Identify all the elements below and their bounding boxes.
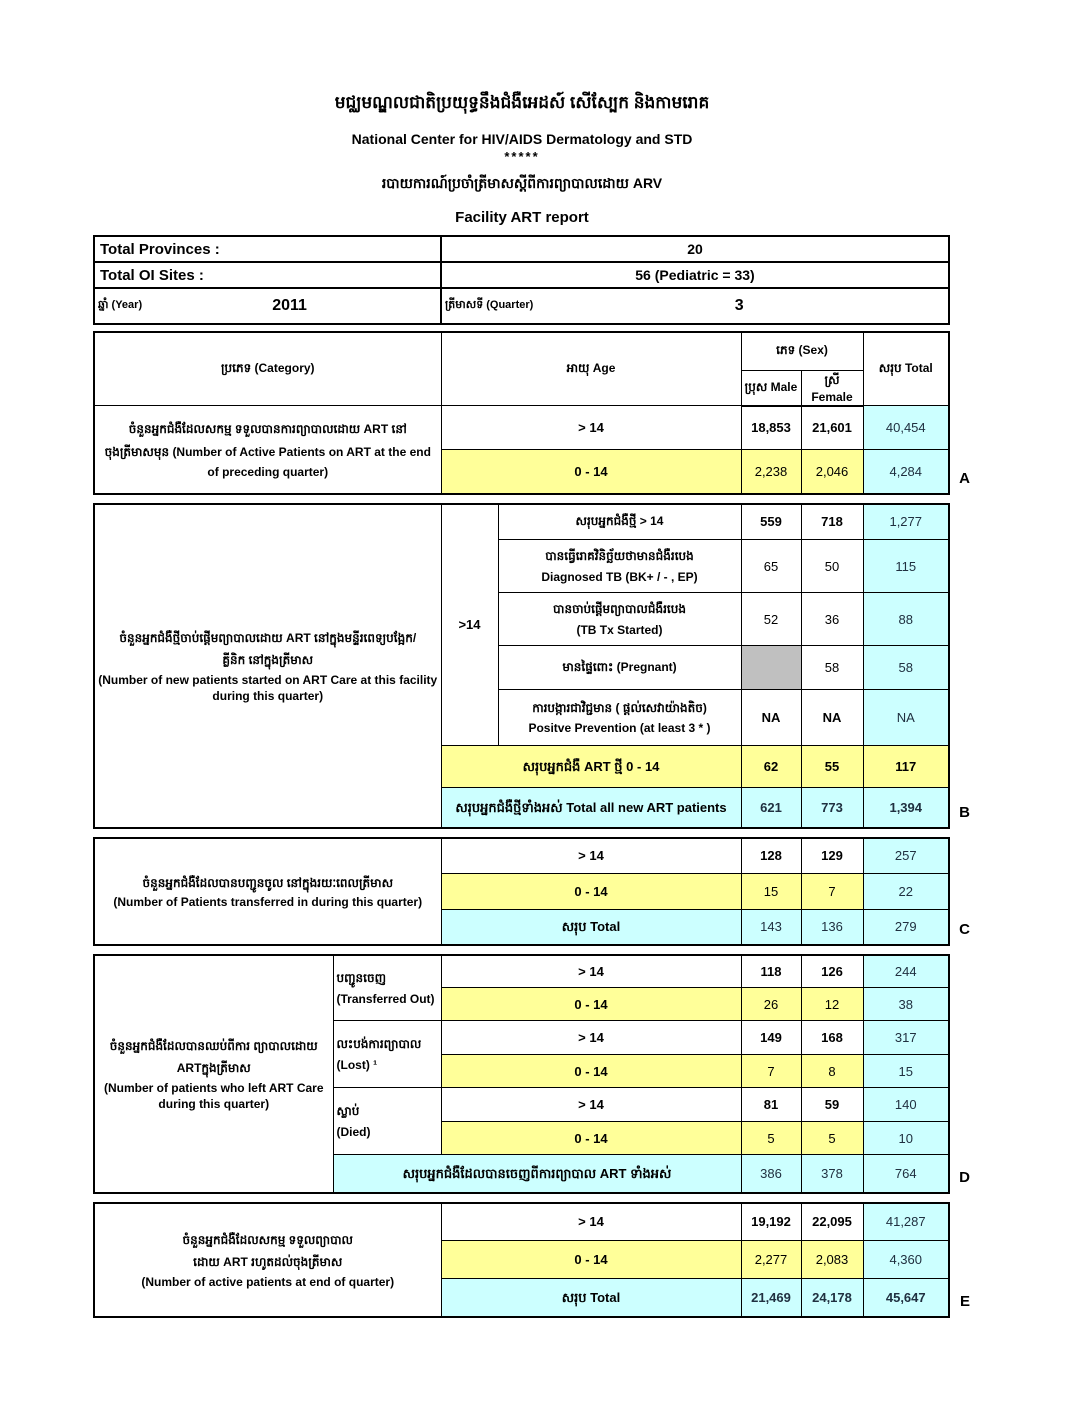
- total-value-cell: 140: [863, 1088, 949, 1122]
- age-cell: 0 - 14: [441, 1055, 741, 1088]
- row-label-english: Positve Prevention (at least 3 * ): [528, 721, 711, 736]
- row-total-provinces: [94, 236, 949, 262]
- total-value-cell: 40,454: [863, 406, 949, 450]
- male-value-cell: 26: [741, 988, 801, 1021]
- group-label-english: (Transferred Out): [336, 991, 435, 1006]
- section-d-category-khmer2: ARTក្នុងត្រីមាស: [176, 1061, 251, 1076]
- section-d: [93, 954, 970, 1194]
- female-value-cell: 8: [801, 1055, 863, 1088]
- total-value-cell: 1,394: [863, 788, 949, 828]
- age-column-header: អាយុ Age: [441, 332, 741, 406]
- total-value-cell: 317: [863, 1021, 949, 1055]
- section-b-category-khmer2: គ្លីនិក នៅក្នុងត្រីមាស: [222, 653, 314, 668]
- male-value-cell: 21,469: [741, 1279, 801, 1317]
- age-cell: > 14: [441, 1203, 741, 1241]
- subtitle-khmer: របាយការណ៍ប្រចាំត្រីមាសស្តីពីការព្យាបាលដោយ ARV: [381, 175, 663, 191]
- row-label-khmer: បានធ្វើរោគវិនិច្ឆ័យថាមានជំងឺរបេង: [545, 549, 694, 564]
- male-value-cell: NA: [741, 690, 801, 746]
- row-label: មានផ្ទៃពោះ (Pregnant): [498, 646, 741, 690]
- section-c: [93, 837, 970, 946]
- total-value-cell: 764: [863, 1155, 949, 1193]
- male-value-cell: 52: [741, 593, 801, 646]
- total-value-cell: 257: [863, 838, 949, 874]
- total-value-cell: 10: [863, 1122, 949, 1155]
- report-header: [93, 92, 951, 226]
- report-page: [93, 0, 970, 1318]
- total-provinces-label: Total Provinces :: [94, 236, 441, 262]
- female-value-cell: 129: [801, 838, 863, 874]
- group-died-label: [333, 1088, 441, 1155]
- title-english: National Center for HIV/AIDS Dermatology and STD: [351, 131, 693, 147]
- male-value-cell: 2,277: [741, 1241, 801, 1279]
- category-column-header: ប្រភេទ (Category): [94, 332, 441, 406]
- total-row-label: សរុបអ្នកជំងឺដែលបានចេញពីការព្យាបាល ART ទាំងអស់: [333, 1155, 741, 1193]
- total-oi-sites-label: Total OI Sites :: [94, 262, 441, 288]
- female-value-cell: NA: [801, 690, 863, 746]
- total-oi-sites-value: 56 (Pediatric = 33): [441, 262, 949, 288]
- male-value-cell: 128: [741, 838, 801, 874]
- quarter-label: ត្រីមាសទី (Quarter): [445, 299, 534, 311]
- total-column-header: សរុប Total: [863, 332, 949, 406]
- section-b-row-new-over14: [94, 504, 949, 540]
- section-e: [93, 1202, 970, 1318]
- male-value-cell-na: [741, 646, 801, 690]
- stars-divider: *****: [504, 149, 540, 164]
- total-value-cell: NA: [863, 690, 949, 746]
- age-cell: > 14: [441, 838, 741, 874]
- age-cell: 0 - 14: [441, 1122, 741, 1155]
- total-value-cell: 88: [863, 593, 949, 646]
- section-a: [93, 331, 970, 495]
- section-e-letter: E: [959, 1292, 970, 1310]
- row-label-english: Diagnosed TB (BK+ / - , EP): [541, 569, 698, 584]
- age-cell: > 14: [441, 1021, 741, 1055]
- female-value-cell: 50: [801, 540, 863, 593]
- year-cell: [94, 288, 441, 324]
- total-new-children-label: សរុបអ្នកជំងឺ ART ថ្មី 0 - 14: [441, 746, 741, 788]
- total-value-cell: 4,284: [863, 450, 949, 494]
- total-value-cell: 4,360: [863, 1241, 949, 1279]
- female-value-cell: 718: [801, 504, 863, 540]
- female-value-cell: 24,178: [801, 1279, 863, 1317]
- male-value-cell: 2,238: [741, 450, 801, 494]
- male-value-cell: 65: [741, 540, 801, 593]
- total-value-cell: 38: [863, 988, 949, 1021]
- group-label-english: (Died): [336, 1124, 371, 1139]
- female-value-cell: 59: [801, 1088, 863, 1122]
- female-value-cell: 126: [801, 955, 863, 988]
- group-label-khmer: លះបង់ការព្យាបាល: [336, 1037, 422, 1052]
- age-cell: > 14: [441, 406, 741, 450]
- row-label-khmer: បានចាប់ផ្តើមព្យាបាលជំងឺរបេង: [553, 602, 686, 617]
- male-value-cell: 19,192: [741, 1203, 801, 1241]
- section-e-category-khmer2: ដោយ ART រហូតដល់ចុងត្រីមាស: [193, 1255, 343, 1270]
- table-header-and-section-a: [93, 331, 950, 495]
- section-a-category-khmer2: ចុងត្រីមាសមុន: [104, 445, 170, 460]
- group-lost-label: [333, 1021, 441, 1088]
- section-d-letter: D: [959, 1168, 970, 1186]
- section-d-category-english: (Number of patients who left ART Care during this quarter): [103, 1081, 324, 1112]
- row-label: សរុបអ្នកជំងឺថ្មី > 14: [498, 504, 741, 540]
- group-label-khmer: ស្លាប់: [336, 1104, 360, 1119]
- year-label: ឆ្នាំ (Year): [98, 299, 143, 311]
- quarter-cell: [441, 288, 949, 324]
- female-value-cell: 136: [801, 910, 863, 945]
- male-value-cell: 143: [741, 910, 801, 945]
- female-column-header: ស្រី Female: [801, 370, 863, 406]
- table-header-row-1: [94, 332, 949, 370]
- section-b-age-group: >14: [441, 504, 498, 746]
- total-value-cell: 117: [863, 746, 949, 788]
- age-cell: 0 - 14: [441, 874, 741, 910]
- section-d-category-khmer1: ចំនួនអ្នកជំងឺដែលបានឈប់ពីការ ព្យាបាលដោយ: [109, 1038, 318, 1053]
- section-d-category: [94, 955, 333, 1193]
- age-cell: 0 - 14: [441, 1241, 741, 1279]
- section-e-over14-row: [94, 1203, 949, 1241]
- section-c-category-khmer: ចំនួនអ្នកជំងឺដែលបានបញ្ជូនចូល នៅក្នុងរយៈពេលត្រីមាស: [142, 875, 393, 890]
- female-value-cell: 5: [801, 1122, 863, 1155]
- quarter-value: 3: [734, 297, 744, 314]
- row-year-quarter: [94, 288, 949, 324]
- age-cell: 0 - 14: [441, 450, 741, 494]
- male-value-cell: 149: [741, 1021, 801, 1055]
- section-b-category: [94, 504, 441, 828]
- section-a-category-english: (Number of Active Patients on ART at the end of preceding quarter): [172, 445, 431, 479]
- total-value-cell: 45,647: [863, 1279, 949, 1317]
- female-value-cell: 7: [801, 874, 863, 910]
- female-value-cell: 773: [801, 788, 863, 828]
- row-label: [498, 690, 741, 746]
- male-value-cell: 118: [741, 955, 801, 988]
- total-value-cell: 22: [863, 874, 949, 910]
- male-value-cell: 7: [741, 1055, 801, 1088]
- info-table: [93, 235, 950, 325]
- title-khmer: មជ្ឈមណ្ឌលជាតិប្រយុទ្ធនឹងជំងឺអេដស៍ សើស្បែក និងកាមរោគ: [334, 93, 710, 112]
- row-label: [498, 593, 741, 646]
- female-value-cell: 12: [801, 988, 863, 1021]
- section-d-transferred-out-over14-row: [94, 955, 949, 988]
- female-value-cell: 2,046: [801, 450, 863, 494]
- female-value-cell: 58: [801, 646, 863, 690]
- total-row-label: សរុប Total: [441, 910, 741, 945]
- total-value-cell: 58: [863, 646, 949, 690]
- section-c-category: [94, 838, 441, 945]
- total-value-cell: 1,277: [863, 504, 949, 540]
- female-value-cell: 22,095: [801, 1203, 863, 1241]
- section-e-category-khmer1: ចំនួនអ្នកជំងឺដែលសកម្ម ទទួលព្យាបាល: [182, 1232, 353, 1247]
- section-b: [93, 503, 970, 829]
- total-value-cell: 41,287: [863, 1203, 949, 1241]
- section-b-category-english: (Number of new patients started on ART Care at this facility during this quarter): [98, 673, 438, 704]
- row-label: [498, 540, 741, 593]
- male-value-cell: 62: [741, 746, 801, 788]
- section-a-letter: A: [959, 469, 970, 487]
- table-section-e: [93, 1202, 950, 1318]
- section-a-over14-row: [94, 406, 949, 450]
- total-value-cell: 244: [863, 955, 949, 988]
- section-c-category-english: (Number of Patients transferred in during this quarter): [113, 895, 423, 910]
- total-value-cell: 115: [863, 540, 949, 593]
- male-value-cell: 18,853: [741, 406, 801, 450]
- female-value-cell: 36: [801, 593, 863, 646]
- group-label-english: (Lost) ¹: [336, 1057, 378, 1072]
- group-label-khmer: បញ្ជូនចេញ: [336, 970, 387, 985]
- section-e-category: [94, 1203, 441, 1317]
- row-label-khmer: ការបង្ការជាវិជ្ជមាន ( ផ្តល់សេវាយ៉ាងតិច): [532, 700, 707, 715]
- row-label-english: (TB Tx Started): [576, 622, 663, 637]
- row-total-oi-sites: [94, 262, 949, 288]
- female-value-cell: 2,083: [801, 1241, 863, 1279]
- male-value-cell: 81: [741, 1088, 801, 1122]
- sex-column-header: ភេទ (Sex): [741, 332, 863, 370]
- table-section-d: [93, 954, 950, 1194]
- section-b-category-khmer1: ចំនួនអ្នកជំងឺថ្មីចាប់ផ្តើមព្យាបាលដោយ ART នៅក្នុងមន្ទីរពេទ្យបង្អែក/: [119, 630, 417, 645]
- group-transferred-out-label: [333, 955, 441, 1021]
- table-section-b: [93, 503, 950, 829]
- total-row-label: សរុប Total: [441, 1279, 741, 1317]
- male-value-cell: 621: [741, 788, 801, 828]
- section-c-over14-row: [94, 838, 949, 874]
- section-a-category: [94, 406, 441, 494]
- table-section-c: [93, 837, 950, 946]
- female-value-cell: 55: [801, 746, 863, 788]
- male-value-cell: 559: [741, 504, 801, 540]
- section-e-category-english: (Number of active patients at end of quarter): [141, 1275, 395, 1290]
- female-value-cell: 168: [801, 1021, 863, 1055]
- age-cell: 0 - 14: [441, 988, 741, 1021]
- age-cell: > 14: [441, 955, 741, 988]
- male-value-cell: 5: [741, 1122, 801, 1155]
- report-title: Facility ART report: [455, 209, 589, 226]
- female-value-cell: 21,601: [801, 406, 863, 450]
- section-a-category-khmer1: ចំនួនអ្នកជំងឺដែលសកម្ម ទទួលបានការព្យាបាលដោយ ART នៅ: [128, 422, 407, 437]
- male-column-header: ប្រុស Male: [741, 370, 801, 406]
- total-value-cell: 15: [863, 1055, 949, 1088]
- male-value-cell: 386: [741, 1155, 801, 1193]
- female-value-cell: 378: [801, 1155, 863, 1193]
- total-value-cell: 279: [863, 910, 949, 945]
- total-provinces-value: 20: [441, 236, 949, 262]
- total-all-new-label: សរុបអ្នកជំងឺថ្មីទាំងអស់ Total all new ART patients: [441, 788, 741, 828]
- male-value-cell: 15: [741, 874, 801, 910]
- section-c-letter: C: [959, 920, 970, 938]
- section-b-letter: B: [959, 803, 970, 821]
- age-cell: > 14: [441, 1088, 741, 1122]
- year-value: 2011: [272, 297, 307, 314]
